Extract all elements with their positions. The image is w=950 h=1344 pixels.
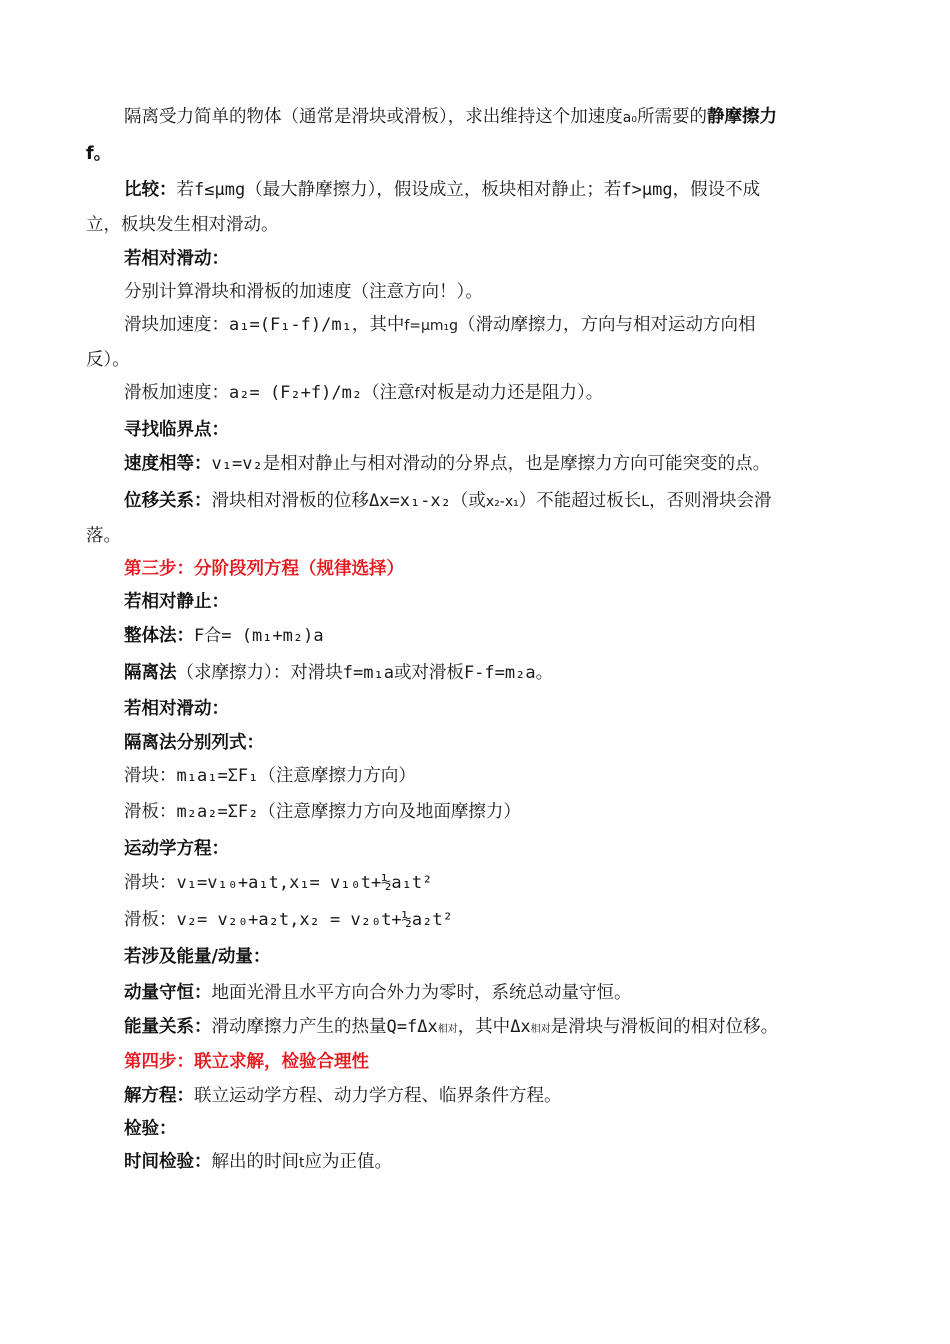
text: 是相对静止与相对滑动的分界点，也是摩擦力方向可能突变的点。	[262, 454, 771, 474]
subheading: 运动学方程：	[124, 839, 229, 859]
text: ，其中	[457, 1017, 511, 1037]
text: 对板是动力还是阻力）。	[419, 383, 604, 403]
text: 立，板块发生相对滑动。	[86, 215, 279, 235]
paragraph-line	[124, 624, 324, 648]
bold-label: 比较：	[124, 180, 177, 200]
bold-term: f。	[86, 144, 112, 164]
symbol: t	[299, 1155, 305, 1171]
paragraph-line	[124, 452, 770, 476]
text: 解出的时间	[211, 1152, 299, 1172]
paragraph-line	[124, 313, 756, 338]
formula: f=μm₁g	[404, 318, 459, 334]
subscript: 相对	[530, 1024, 551, 1035]
subheading: 若相对滑动：	[124, 249, 229, 269]
subheading: 隔离法分别列式：	[124, 733, 264, 753]
paragraph-line	[124, 908, 453, 932]
text: 滑块：	[124, 766, 177, 786]
text: 滑板：	[124, 802, 177, 822]
text: 滑块相对滑板的位移	[211, 491, 369, 511]
text: 滑板加速度：	[124, 383, 229, 403]
bold-label: 能量关系：	[124, 1017, 212, 1037]
formula: x₂-x₁	[485, 494, 519, 510]
formula: F合= (m₁+m₂)a	[194, 626, 324, 646]
formula: F-f=m₂a	[463, 663, 536, 683]
subscript: 相对	[437, 1024, 458, 1035]
text: 滑动摩擦力产生的热量	[211, 1017, 387, 1037]
paragraph-line	[124, 1150, 392, 1175]
bold-label: 时间检验：	[124, 1152, 212, 1172]
paragraph-line	[124, 489, 772, 514]
subheading: 检验：	[124, 1119, 177, 1139]
formula: Δx	[510, 1017, 531, 1037]
section-heading: 第四步：联立求解，检验合理性	[124, 1052, 369, 1072]
formula: Q=fΔx	[386, 1017, 438, 1037]
formula: a₂= (F₂+f)/m₂	[229, 383, 363, 403]
paragraph-line	[124, 764, 416, 788]
formula: a₁=(F₁-f)/m₁	[229, 315, 352, 335]
formula: m₁a₁=ΣF₁	[176, 766, 259, 786]
text: （注意摩擦力方向）	[258, 766, 416, 786]
formula: m₂a₂=ΣF₂	[176, 802, 259, 822]
text: （或	[450, 491, 486, 511]
formula: Δx=x₁-x₂	[369, 491, 451, 511]
text: 滑块：	[124, 873, 177, 893]
text: 联立运动学方程、动力学方程、临界条件方程。	[194, 1086, 562, 1106]
formula: v₂= v₂₀+a₂t,x₂ = v₂₀t+½a₂t²	[176, 910, 453, 930]
bold-label: 整体法：	[124, 626, 194, 646]
paragraph-line	[124, 178, 760, 202]
subheading: 若涉及能量/动量：	[124, 947, 271, 967]
text: （注意摩擦力方向及地面摩擦力）	[258, 802, 521, 822]
bold-label: 隔离法	[124, 663, 177, 683]
formula: f=m₁a	[342, 663, 394, 683]
text: 滑块加速度：	[124, 315, 229, 335]
text: 滑板：	[124, 910, 177, 930]
paragraph-line	[124, 381, 603, 406]
bold-label: 动量守恒：	[124, 983, 212, 1003]
formula: v₁=v₁₀+a₁t,x₁= v₁₀t+½a₁t²	[176, 873, 433, 893]
text: ）不能超过板长	[518, 491, 642, 511]
paragraph-line	[124, 981, 632, 1005]
symbol: f	[414, 386, 420, 402]
text: 隔离受力简单的物体（通常是滑块或滑板），求出维持这个加速度	[124, 107, 623, 127]
text: 是滑块与滑板间的相对位移。	[550, 1017, 779, 1037]
bold-term: 静摩擦力	[706, 107, 777, 127]
formula: f≤μmg	[194, 180, 246, 200]
text: 地面光滑且水平方向合外力为零时，系统总动量守恒。	[211, 983, 632, 1003]
bold-label: 位移关系：	[124, 491, 212, 511]
symbol: L	[641, 494, 650, 510]
text: ，假设不成	[672, 180, 761, 200]
text: 。	[535, 663, 554, 683]
section-heading: 第三步：分阶段列方程（规律选择）	[124, 559, 404, 579]
paragraph-line: 反）。	[86, 350, 130, 370]
paragraph-line	[124, 1015, 778, 1042]
paragraph-line	[124, 800, 521, 824]
text: （求摩擦力）：对滑块	[176, 663, 343, 683]
text: 应为正值。	[304, 1152, 392, 1172]
text: 或对滑板	[393, 663, 464, 683]
bold-label: 速度相等：	[124, 454, 212, 474]
paragraph-line	[124, 1084, 562, 1108]
paragraph-line: 分别计算滑块和滑板的加速度（注意方向！）。	[124, 282, 483, 302]
subheading: 若相对滑动：	[124, 699, 229, 719]
text: （最大静摩擦力），假设成立，板块相对静止；若	[245, 180, 622, 200]
symbol: a₀	[622, 110, 637, 126]
bold-label: 解方程：	[124, 1086, 194, 1106]
paragraph-line: 落。	[86, 526, 121, 546]
subheading: 若相对静止：	[124, 592, 229, 612]
text: （注意	[362, 383, 415, 403]
text: （滑动摩擦力，方向与相对运动方向相	[458, 315, 756, 335]
text: 若	[176, 180, 194, 200]
paragraph-line	[124, 871, 432, 895]
paragraph-line	[124, 105, 777, 130]
paragraph-line	[86, 142, 111, 166]
paragraph-line	[124, 661, 553, 685]
formula: v₁=v₂	[211, 454, 263, 474]
text: 所需要的	[636, 107, 707, 127]
text: ，否则滑块会滑	[649, 491, 772, 511]
text: ，其中	[351, 315, 405, 335]
paragraph-line	[86, 213, 279, 237]
formula: f>μmg	[621, 180, 673, 200]
subheading: 寻找临界点：	[124, 420, 229, 440]
